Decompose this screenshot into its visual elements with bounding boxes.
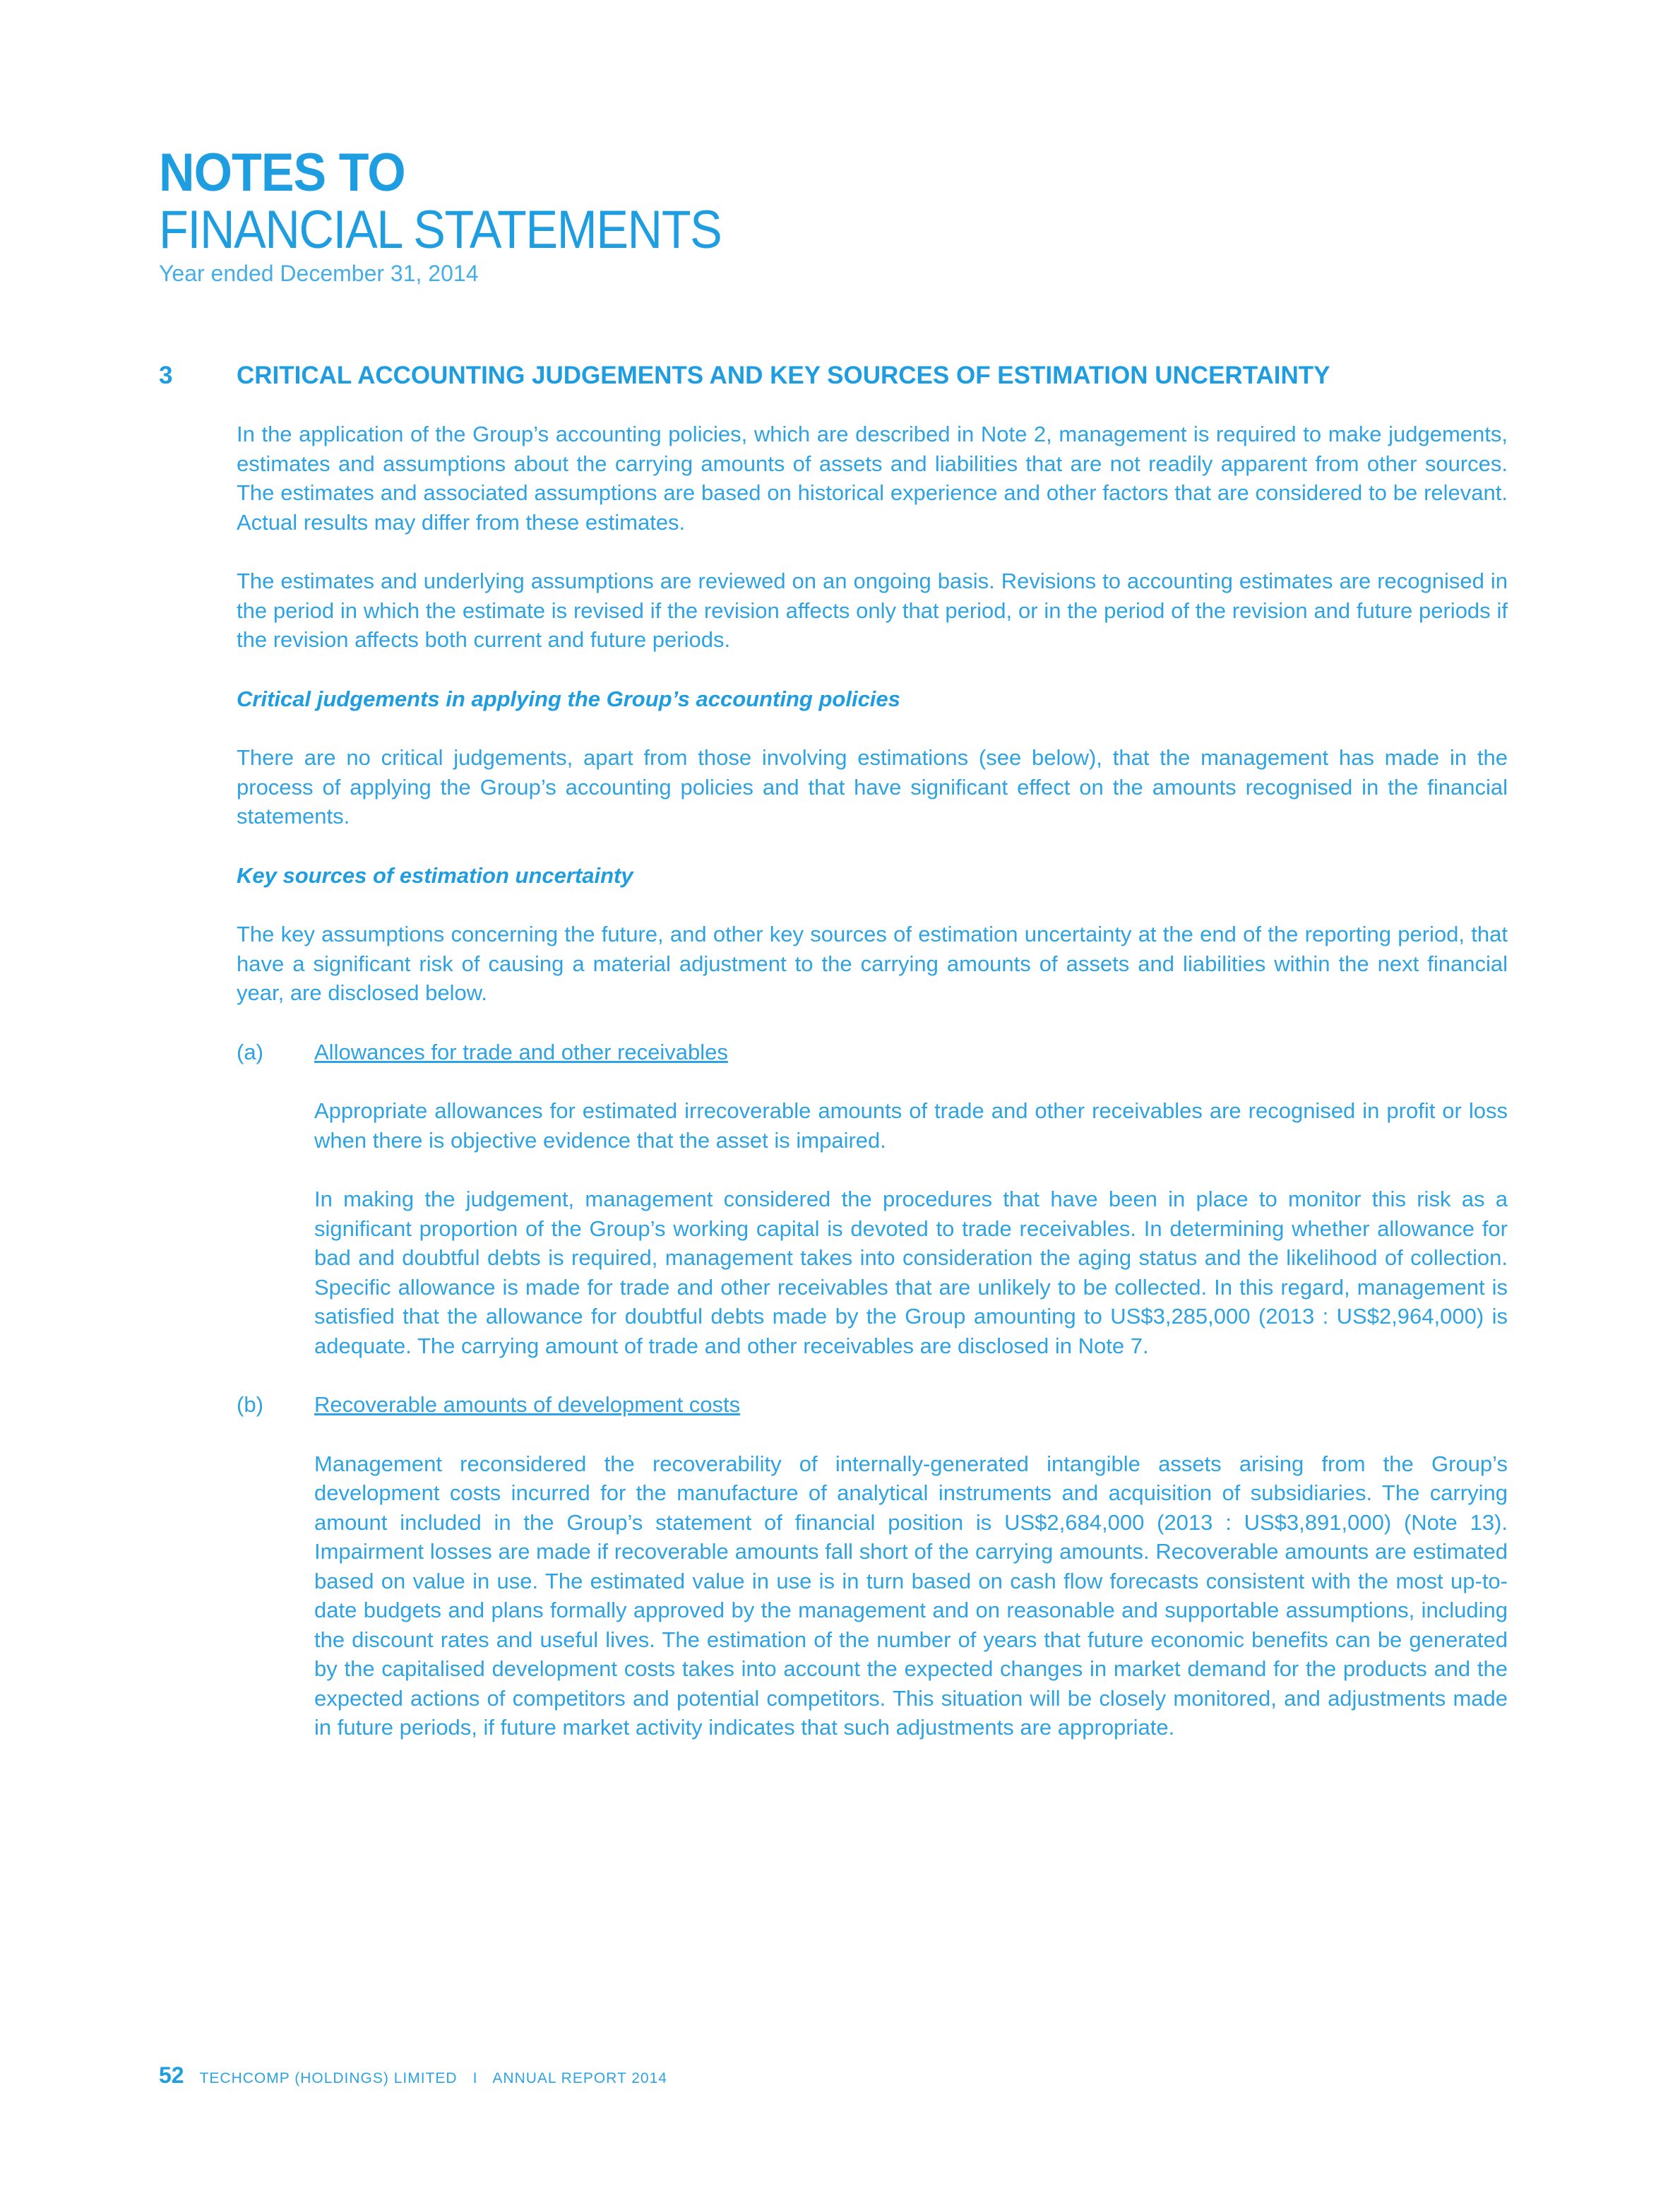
paragraph: In the application of the Group’s accounting policies, which are described in Note 2, management is required to make judgements, estimates and assumptions about the carrying amounts of assets and liabilities that are not readily apparent from other sources. The estimates and associated assumptions are based on historical experience and other factors that are considered to be relevant. Actual results may differ from these estimates. [237, 422, 1508, 535]
paragraph: Management reconsidered the recoverability of internally-generated intangible assets arising from the Group’s development costs incurred for the manufacture of analytical instruments and acquisition of subsidiaries. The carrying amount included in the Group’s statement of financial position is US$2,684,000 (2013 : US$3,891,000) (Note 13). Impairment losses are made if recoverable amounts fall short of the carrying amounts. Recoverable amounts are estimated based on value in use. The estimated value in use is in turn based on cash flow forecasts consistent with the most up-to-date budgets and plans formally approved by the management and on reasonable and supportable assumptions, including the discount rates and useful lives. The estimation of the number of years that future economic benefits can be generated by the capitalised development costs takes into account the expected changes in market demand for the products and the expected actions of competitors and potential competitors. This situation will be closely monitored, and adjustments made in future periods, if future market activity indicates that such adjustments are appropriate. [314, 1451, 1508, 1740]
section-title: CRITICAL ACCOUNTING JUDGEMENTS AND KEY SOURCES OF ESTIMATION UNCERTAINTY [237, 362, 1330, 389]
page-header [159, 145, 784, 287]
paragraph: Appropriate allowances for estimated irrecoverable amounts of trade and other receivables are recognised in profit or loss when there is objective evidence that the asset is impaired. [314, 1098, 1508, 1153]
footer-separator: I [472, 2070, 477, 2086]
page-number: 52 [159, 2062, 184, 2088]
paragraph: The key assumptions concerning the future, and other key sources of estimation uncertainty at the end of the reporting period, that have a significant risk of causing a material adjustment to the carrying amounts of assets and liabilities within the next financial year, are disclosed below. [237, 922, 1508, 1005]
section-heading [159, 360, 1508, 391]
list-item-b [237, 1390, 1508, 1420]
section-number: 3 [159, 362, 173, 389]
header-title-line2: FINANCIAL STATEMENTS [159, 200, 722, 260]
page-footer [159, 2062, 667, 2089]
footer-report: ANNUAL REPORT 2014 [492, 2070, 667, 2086]
item-label: (a) [237, 1039, 263, 1064]
item-b-body [314, 1449, 1508, 1742]
item-title: Allowances for trade and other receivables [314, 1039, 728, 1064]
paragraph: There are no critical judgements, apart from those involving estimations (see below), that the management has made in the process of applying the Group’s accounting policies and that have significant effect on the amounts recognised in the financial statements. [237, 745, 1508, 828]
subheading: Critical judgements in applying the Group’s accounting policies [237, 686, 900, 711]
header-title-line1: NOTES TO [159, 143, 405, 203]
paragraph: The estimates and underlying assumptions are reviewed on an ongoing basis. Revisions to accounting estimates are recognised in the period in which the estimate is revised if the revision affects only that period, or in the period of the revision and future periods if the revision affects both current and future periods. [237, 569, 1508, 652]
section-body [237, 420, 1508, 1742]
item-a-body [314, 1096, 1508, 1360]
note-section [159, 360, 1508, 1772]
item-label: (b) [237, 1392, 263, 1417]
item-title: Recoverable amounts of development costs [314, 1392, 741, 1417]
footer-company: TECHCOMP (HOLDINGS) LIMITED [199, 2070, 458, 2086]
subheading: Key sources of estimation uncertainty [237, 862, 633, 888]
header-subtitle: Year ended December 31, 2014 [159, 261, 479, 286]
paragraph: In making the judgement, management considered the procedures that have been in place to monitor this risk as a significant proportion of the Group’s working capital is devoted to trade receivables. In determining whether allowance for bad and doubtful debts is required, management takes into consideration the aging status and the likelihood of collection. Specific allowance is made for trade and other receivables that are unlikely to be collected. In this regard, management is satisfied that the allowance for doubtful debts made by the Group amounting to US$3,285,000 (2013 : US$2,964,000) is adequate. The carrying amount of trade and other receivables are disclosed in Note 7. [314, 1187, 1508, 1358]
list-item-a [237, 1038, 1508, 1067]
